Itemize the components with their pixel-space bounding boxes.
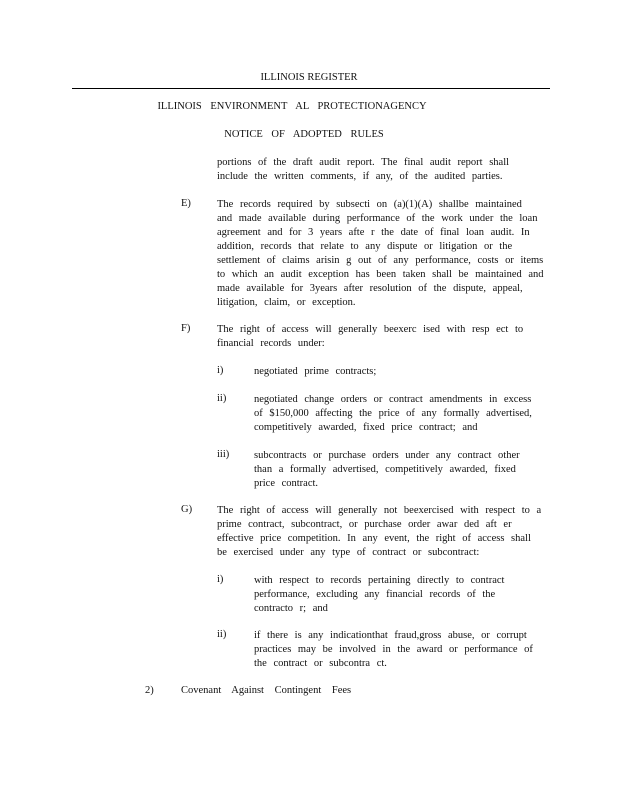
text-line: competitively awarded, fixed price contract; and	[254, 422, 478, 433]
text-line: than a formally advertised, competitively awarded, fixed	[254, 464, 516, 475]
section-g-item-i-label: i)	[217, 574, 224, 585]
text-line: negotiated prime contracts;	[254, 366, 377, 377]
section-g-item-i-text	[254, 574, 504, 616]
text-line: litigation, claim, or exception.	[217, 297, 356, 308]
section-g-label: G)	[181, 504, 193, 515]
text-line: portions of the draft audit report. The final audit report shall	[217, 157, 510, 168]
text-line: to which an audit exception has been taken shall be maintained and	[217, 269, 544, 280]
section-f-item-ii-text	[254, 393, 532, 435]
section-g-text	[217, 504, 541, 560]
text-line: and made available during performance of the work under the loan	[217, 213, 538, 224]
text-line: prime contract, subcontract, or purchase order awar ded aft er	[217, 519, 512, 530]
text-line: price contract.	[254, 478, 319, 489]
text-line: be exercised under any type of contract or subcontract:	[217, 547, 480, 558]
section-g-item-ii-text	[254, 629, 533, 671]
text-line: with respect to records pertaining directly to contract	[254, 575, 505, 586]
text-line: made available for 3years after resolution of the dispute, appeal,	[217, 283, 523, 294]
section-f-text	[217, 323, 523, 351]
text-line: contracto r; and	[254, 603, 328, 614]
text-line: negotiated change orders or contract amendments in excess	[254, 394, 532, 405]
section-f-item-i-label: i)	[217, 365, 224, 376]
text-line: if there is any indicationthat fraud,gross abuse, or corrupt	[254, 630, 527, 641]
text-line: The records required by subsecti on (a)(1)(A) shallbe maintained	[217, 199, 522, 210]
text-line: agreement and for 3 years afte r the date of final loan audit. In	[217, 227, 530, 238]
text-line: the contract or subcontra ct.	[254, 658, 387, 669]
section-f-item-i-text	[254, 365, 376, 379]
text-line: financial records under:	[217, 338, 325, 349]
page-header-register: ILLINOIS REGISTER	[260, 72, 358, 83]
section-e-text	[217, 198, 544, 310]
intro-paragraph	[217, 156, 509, 184]
notice-title: NOTICE OF ADOPTED RULES	[224, 129, 384, 140]
header-divider	[72, 88, 550, 89]
item-2-heading: Covenant Against Contingent Fees	[181, 685, 352, 696]
text-line: subcontracts or purchase orders under any contract other	[254, 450, 520, 461]
item-2-label: 2)	[145, 685, 154, 696]
text-line: performance, excluding any financial records of the	[254, 589, 496, 600]
text-line: settlement of claims arisin g out of any performance, costs or items	[217, 255, 544, 266]
section-f-item-iii-label: iii)	[217, 449, 230, 460]
section-e-label: E)	[181, 198, 191, 209]
text-line: The right of access will generally beexerc ised with resp ect to	[217, 324, 524, 335]
section-g-item-ii-label: ii)	[217, 629, 227, 640]
section-f-item-ii-label: ii)	[217, 393, 227, 404]
text-line: include the written comments, if any, of the audited parties.	[217, 171, 503, 182]
text-line: The right of access will generally not beexercised with respect to a	[217, 505, 542, 516]
text-line: effective price competition. In any event, the right of access shall	[217, 533, 531, 544]
text-line: practices may be involved in the award or performance of	[254, 644, 533, 655]
text-line: addition, records that relate to any dispute or litigation or the	[217, 241, 513, 252]
section-f-label: F)	[181, 323, 191, 334]
text-line: of $150,000 affecting the price of any formally advertised,	[254, 408, 532, 419]
agency-name: ILLINOIS ENVIRONMENT AL PROTECTIONAGENCY	[157, 101, 427, 112]
section-f-item-iii-text	[254, 449, 520, 491]
